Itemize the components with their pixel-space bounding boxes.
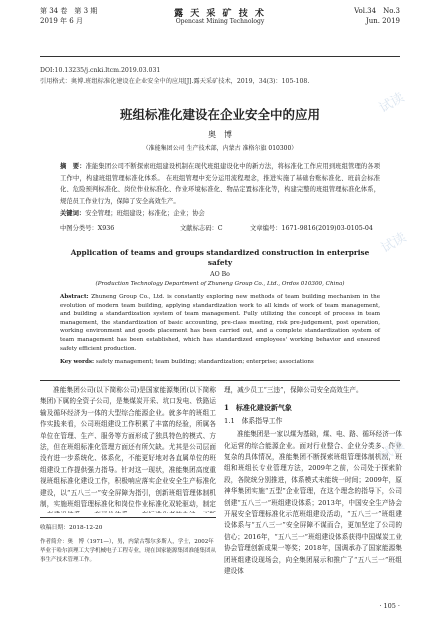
affiliation: （准能集团公司 生产技术部，内蒙古 准格尔旗 010300） xyxy=(142,145,298,152)
header-volume-left: 第 34 卷 第 3 期 xyxy=(40,7,98,15)
abstract-text: 准能集团公司不断探索班组建设机制在现代班组建设化中的新方法，将标准化工作应用到班组管理的各项工作中，构建班组管理标准化体系。 在班组管理中充分运用流程理念，推进实施了基础台账标准化、班前会标准化、危险预判标准化、岗位作业标准化、作业环境标准化、物品定置标准化等，构建完整的班组管理标准化体系，规范员工作业行为，保障了安全高效生产。 xyxy=(60,163,381,205)
right-intro: 理，减少员工“三违”，保障公司安全高效生产。 xyxy=(224,386,363,394)
header-date-left: 2019 年 6 月 xyxy=(40,17,83,25)
article-number: 文章编号：1671-9816(2019)03-0105-04 xyxy=(250,225,373,232)
article-title: 班组标准化建设在企业安全中的应用 xyxy=(119,107,320,122)
watermark-text: 试读 xyxy=(376,438,408,465)
english-abstract-text: Zhuneng Group Co., Ltd. is constantly exploring new methods of team building mechanism in the evolution of modern team building, applying standardization work to all kinds of work of team management, and building a standardization system of team management. Fully utilizing the concept of process in team management, the standardization of basic accounting, pre-class meeting, risk pre-judgement, post operation, working environment and goods placement has been carried out, and a complete standardization system of team management has been established, which has standardized employees' working behavior and ensured safety efficient production. xyxy=(60,294,381,352)
running-header xyxy=(0,0,440,56)
english-title: Application of teams and groups standardized construction in enterprise safety xyxy=(70,248,370,267)
abstract-label: 摘 要： xyxy=(60,163,86,170)
header-right xyxy=(354,6,400,26)
watermark-text: 试读 xyxy=(376,90,408,117)
watermark-text: 试读 xyxy=(378,230,410,257)
abstract xyxy=(60,161,380,207)
english-affiliation: (Production Technology Department of Zhuneng Group Co., Ltd., Ordos 010300, China) xyxy=(95,281,345,287)
keywords xyxy=(60,208,380,217)
right-paragraph: 准能集团是一家以煤为基础，煤、电、路、循环经济一体化运营的综合能源企业。面对行业整合、企业分类多、作业复杂的具体情况，准能集团不断探索班组管理体制机制，班组和班组长专业管理方法，2009年之前，公司处于探索阶段，各院统分别推进，体系模式未能统一时间；2009年，原神华集团实施“五型”企业管理，在这个理念的指导下，公司创建“五八三一”班组建设体系；2013年，中国安全生产协会开展安全管理标准化示范班组建设活动，“五八三一”班组建设体系与“五八三一”安全屏障不谋而合，更加坚定了公司的信心；2016年，“五八三一”班组建设体系获得中国煤炭工业协会管理创新成果一等奖；2018年，国调承办了国家能源集团班组建设现场会，向全集团展示和推广了“五八三一”班组建设体 xyxy=(224,430,402,576)
header-volume-right: Vol.34 No.3 xyxy=(354,7,400,15)
journal-title-en: Opencast Mining Technology xyxy=(175,18,265,25)
english-author: AO Bo xyxy=(210,271,230,278)
body-left-column xyxy=(40,385,216,513)
body-right-column xyxy=(224,385,402,589)
keywords-text: 安全管理；班组建设；标准化；企业；协会 xyxy=(85,210,205,217)
journal-title-cn: 露 天 采 矿 技 术 xyxy=(174,9,266,19)
header-rule xyxy=(40,56,400,57)
english-abstract xyxy=(60,293,380,353)
header-date-right: Jun. 2019 xyxy=(365,17,400,25)
abstract-divider xyxy=(40,380,400,381)
document-code: 文献标志码：C xyxy=(180,225,223,232)
author: 奥 博 xyxy=(208,130,232,139)
doi: DOI:10.13235/j.cnki.ltcm.2019.03.031 xyxy=(40,67,161,74)
english-keywords xyxy=(60,358,380,367)
citation: 引用格式：奥博.班组标准化建设在企业安全中的应用[J].露天采矿技术，2019，34(3)：105-108. xyxy=(40,78,310,85)
author-biography: 作者简介：奥 博（1971—），男，内蒙古鄂尔多斯人，学士，2002年毕业于哈尔滨理工大学机械电子工程专业，现在国家能源集团准能集团从事生产技术管理工作。 xyxy=(40,539,217,563)
english-keywords-label: Key words: xyxy=(60,359,95,365)
keywords-label: 关键词： xyxy=(60,210,86,217)
english-abstract-label: Abstract: xyxy=(60,294,89,300)
section-heading-1: 1 标准化建设新气象 xyxy=(224,403,292,413)
received-date: 收稿日期：2018-12-20 xyxy=(40,525,103,531)
english-keywords-text: safety management; team building; standardization; enterprise; associations xyxy=(95,359,314,365)
section-heading-1-1: 1.1 体系指导工作 xyxy=(224,416,283,425)
clc-number: 中图分类号：X936 xyxy=(60,225,115,232)
footnote-rule xyxy=(40,517,216,518)
page-number: · 105 · xyxy=(379,602,400,610)
left-paragraph: 准能集团公司(以下简称公司)是国家能源集团(以下简称集团)下属的全资子公司，是集煤炭开采、坑口发电、铁路运输及循环经济为一体的大型综合能源企业。就多年的班组工作实践来看，公司班组建设工作积累了丰富的经验，所属各单位在管理、生产、服务等方面形成了独具特色的模式、方法，但在班组标准化管理方面还有所欠缺。尤其是公司层面没有进一步系统化、体系化，不能更好地对各直属单位的班组建设工作提供强力指导。针对这一现状，准能集团高度重视班组标准化建设工作，积极响应落实企业安全生产标准化建设，以“五八三一”安全屏障为指引，创新班组管理体制机制，实施班组管理标准化和岗位作业标准化双轮驱动，制定 xyxy=(40,386,216,509)
